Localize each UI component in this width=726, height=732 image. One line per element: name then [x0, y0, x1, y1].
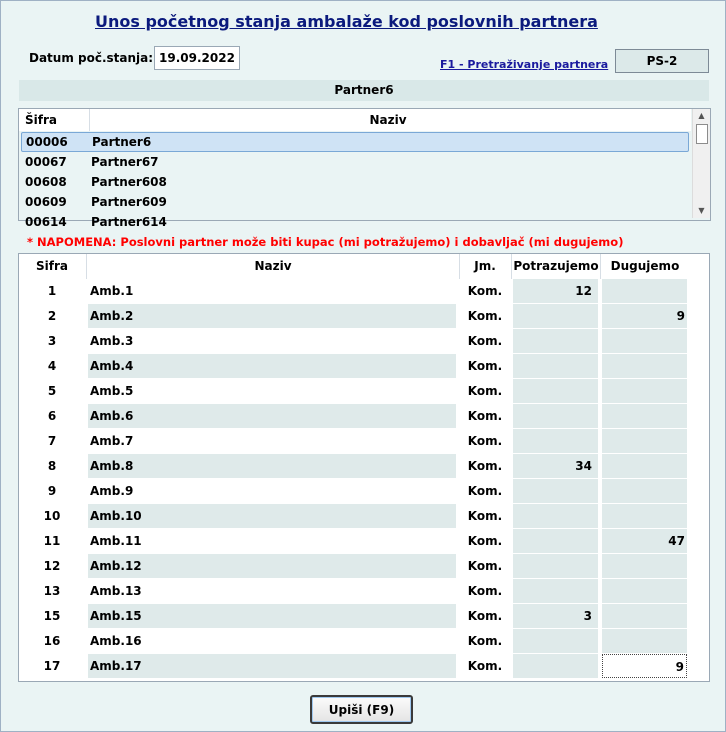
partner-row[interactable] — [19, 152, 691, 172]
grid-row[interactable] — [19, 404, 709, 429]
grid-cell-jm: Kom. — [461, 504, 509, 528]
grid-cell-sifra: 13 — [19, 579, 85, 603]
grid-row[interactable] — [19, 629, 709, 654]
grid-row[interactable] — [19, 604, 709, 629]
grid-cell-jm: Kom. — [461, 454, 509, 478]
grid-row[interactable] — [19, 454, 709, 479]
grid-cell-sifra: 15 — [19, 604, 85, 628]
grid-cell-potrazujemo[interactable] — [513, 654, 598, 678]
grid-cell-jm: Kom. — [461, 604, 509, 628]
partner-naziv: Partner614 — [91, 215, 167, 229]
grid-cell-sifra: 2 — [19, 304, 85, 328]
grid-cell-naziv: Amb.13 — [88, 579, 456, 603]
partner-sifra: 00609 — [25, 195, 67, 209]
grid-cell-dugujemo[interactable]: 47 — [602, 529, 687, 553]
grid-cell-potrazujemo[interactable] — [513, 379, 598, 403]
grid-row[interactable] — [19, 354, 709, 379]
grid-row[interactable] — [19, 504, 709, 529]
grid-cell-naziv: Amb.16 — [88, 629, 456, 653]
grid-cell-dugujemo[interactable] — [602, 454, 687, 478]
grid-row[interactable] — [19, 579, 709, 604]
grid-row[interactable] — [19, 379, 709, 404]
note-text: * NAPOMENA: Poslovni partner može biti kupac (mi potražujemo) i dobavljač (mi dugujemo) — [27, 235, 624, 249]
grid-row[interactable] — [19, 554, 709, 579]
grid-cell-sifra: 12 — [19, 554, 85, 578]
grid-cell-jm: Kom. — [461, 429, 509, 453]
grid-cell-potrazujemo[interactable] — [513, 629, 598, 653]
grid-cell-potrazujemo[interactable] — [513, 504, 598, 528]
grid-cell-potrazujemo[interactable] — [513, 354, 598, 378]
grid-cell-naziv: Amb.3 — [88, 329, 456, 353]
grid-cell-jm: Kom. — [461, 579, 509, 603]
grid-cell-naziv: Amb.2 — [88, 304, 456, 328]
grid-cell-potrazujemo[interactable]: 34 — [513, 454, 598, 478]
grid-cell-sifra: 10 — [19, 504, 85, 528]
grid-cell-dugujemo[interactable] — [602, 629, 687, 653]
grid-cell-sifra: 7 — [19, 429, 85, 453]
date-label: Datum poč.stanja: — [29, 51, 154, 65]
grid-cell-potrazujemo[interactable]: 12 — [513, 279, 598, 303]
scroll-thumb[interactable] — [696, 124, 708, 144]
grid-cell-sifra: 8 — [19, 454, 85, 478]
grid-cell-jm: Kom. — [461, 629, 509, 653]
grid-cell-potrazujemo[interactable] — [513, 529, 598, 553]
grid-row[interactable] — [19, 479, 709, 504]
grid-cell-dugujemo[interactable] — [602, 479, 687, 503]
partner-row[interactable] — [19, 212, 691, 232]
partner-header-naziv[interactable]: Naziv — [369, 113, 407, 127]
grid-cell-dugujemo[interactable] — [602, 579, 687, 603]
grid-cell-sifra: 16 — [19, 629, 85, 653]
partner-sifra: 00067 — [25, 155, 67, 169]
grid-cell-dugujemo[interactable] — [602, 279, 687, 303]
grid-cell-sifra: 1 — [19, 279, 85, 303]
grid-cell-dugujemo[interactable] — [602, 554, 687, 578]
grid-row[interactable] — [19, 304, 709, 329]
grid-cell-jm: Kom. — [461, 479, 509, 503]
grid-cell-sifra: 17 — [19, 654, 85, 678]
grid-cell-sifra: 6 — [19, 404, 85, 428]
grid-cell-jm: Kom. — [461, 279, 509, 303]
partner-row[interactable] — [21, 132, 689, 152]
grid-cell-naziv: Amb.5 — [88, 379, 456, 403]
grid-cell-jm: Kom. — [461, 654, 509, 678]
grid-cell-dugujemo[interactable] — [602, 504, 687, 528]
grid-cell-naziv: Amb.12 — [88, 554, 456, 578]
grid-cell-potrazujemo[interactable] — [513, 304, 598, 328]
grid-cell-naziv: Amb.4 — [88, 354, 456, 378]
grid-cell-jm: Kom. — [461, 329, 509, 353]
partner-sifra: 00614 — [25, 215, 67, 229]
partner-list-scrollbar[interactable] — [692, 109, 710, 218]
grid-header — [19, 254, 709, 279]
partner-naziv: Partner609 — [91, 195, 167, 209]
grid-cell-naziv: Amb.1 — [88, 279, 456, 303]
grid-header-naziv[interactable]: Naziv — [86, 254, 459, 279]
grid-cell-naziv: Amb.11 — [88, 529, 456, 553]
grid-cell-dugujemo[interactable] — [602, 354, 687, 378]
grid-cell-sifra: 9 — [19, 479, 85, 503]
grid-cell-sifra: 3 — [19, 329, 85, 353]
grid-cell-dugujemo[interactable] — [602, 429, 687, 453]
grid-cell-dugujemo[interactable]: 9 — [602, 654, 687, 678]
grid-cell-potrazujemo[interactable] — [513, 404, 598, 428]
grid-cell-dugujemo[interactable]: 9 — [602, 304, 687, 328]
partner-header-sifra[interactable]: Šifra — [19, 109, 90, 131]
grid-cell-jm: Kom. — [461, 379, 509, 403]
grid-cell-potrazujemo[interactable] — [513, 554, 598, 578]
grid-row[interactable] — [19, 654, 709, 679]
page-title: Unos početnog stanja ambalaže kod poslovnih partnera — [95, 12, 598, 31]
grid-cell-jm: Kom. — [461, 529, 509, 553]
partner-list-header — [19, 109, 691, 131]
grid-cell-dugujemo[interactable] — [602, 329, 687, 353]
scroll-up-icon[interactable]: ▲ — [698, 111, 705, 120]
grid-cell-dugujemo[interactable] — [602, 379, 687, 403]
grid-row[interactable] — [19, 329, 709, 354]
grid-cell-sifra: 5 — [19, 379, 85, 403]
partner-row[interactable] — [19, 192, 691, 212]
grid-cell-jm: Kom. — [461, 554, 509, 578]
partner-list[interactable] — [18, 108, 711, 229]
grid-cell-potrazujemo[interactable] — [513, 579, 598, 603]
grid-header-sifra[interactable]: Sifra — [36, 259, 68, 273]
grid-cell-naziv: Amb.15 — [88, 604, 456, 628]
packaging-grid — [18, 253, 710, 682]
partner-row[interactable] — [19, 172, 691, 192]
partner-naziv: Partner67 — [91, 155, 159, 169]
grid-cell-jm: Kom. — [461, 354, 509, 378]
grid-cell-naziv: Amb.10 — [88, 504, 456, 528]
partner-naziv: Partner6 — [92, 135, 152, 149]
grid-header-dugujemo[interactable]: Dugujemo — [600, 254, 689, 279]
grid-row[interactable] — [19, 279, 709, 304]
grid-cell-dugujemo[interactable] — [602, 604, 687, 628]
grid-cell-naziv: Amb.6 — [88, 404, 456, 428]
grid-cell-naziv: Amb.9 — [88, 479, 456, 503]
partner-sifra: 00608 — [25, 175, 67, 189]
grid-header-jm[interactable]: Jm. — [459, 254, 510, 279]
grid-cell-potrazujemo[interactable] — [513, 479, 598, 503]
grid-cell-naziv: Amb.8 — [88, 454, 456, 478]
grid-cell-dugujemo[interactable] — [602, 404, 687, 428]
grid-cell-sifra: 4 — [19, 354, 85, 378]
grid-cell-naziv: Amb.17 — [88, 654, 456, 678]
grid-header-potrazujemo[interactable]: Potrazujemo — [511, 254, 600, 279]
grid-row[interactable] — [19, 429, 709, 454]
grid-cell-jm: Kom. — [461, 404, 509, 428]
date-input[interactable] — [154, 46, 240, 70]
partner-naziv: Partner608 — [91, 175, 167, 189]
selected-partner-bar: Partner6 — [19, 80, 709, 101]
partner-sifra: 00006 — [26, 135, 68, 149]
ps-code-badge: PS-2 — [615, 49, 709, 73]
grid-cell-naziv: Amb.7 — [88, 429, 456, 453]
partner-search-link[interactable]: F1 - Pretraživanje partnera — [440, 58, 609, 71]
save-button[interactable]: Upiši (F9) — [310, 695, 413, 724]
scroll-down-icon[interactable]: ▼ — [698, 206, 705, 215]
grid-row[interactable] — [19, 529, 709, 554]
grid-cell-potrazujemo[interactable] — [513, 329, 598, 353]
grid-cell-jm: Kom. — [461, 304, 509, 328]
grid-cell-potrazujemo[interactable]: 3 — [513, 604, 598, 628]
grid-cell-sifra: 11 — [19, 529, 85, 553]
grid-cell-potrazujemo[interactable] — [513, 429, 598, 453]
